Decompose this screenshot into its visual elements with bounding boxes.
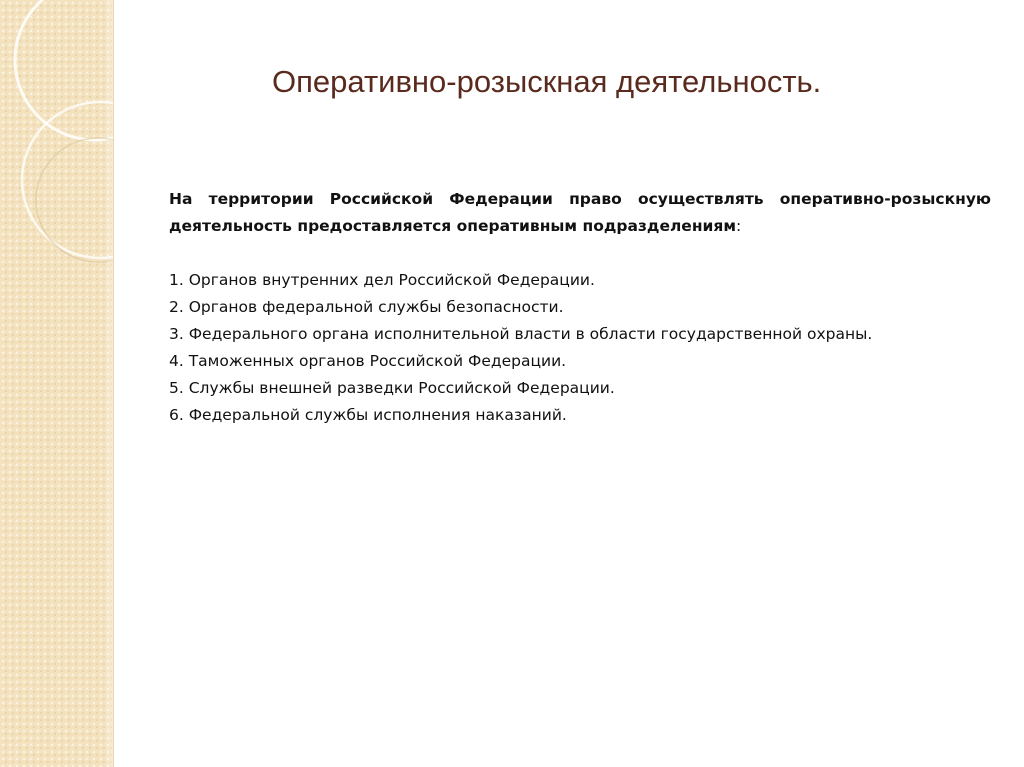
decorative-circles xyxy=(0,0,113,300)
list-item: 5. Службы внешней разведки Российской Федерации. xyxy=(169,379,615,397)
list-item: 3. Федерального органа исполнительной власти в области государственной охраны. xyxy=(169,325,873,343)
units-list xyxy=(169,267,991,429)
decorative-side-band xyxy=(0,0,114,767)
slide-title: Оперативно-розыскная деятельность. xyxy=(272,64,822,99)
intro-colon: : xyxy=(736,217,742,235)
slide-body xyxy=(169,186,991,429)
intro-text: На территории Российской Федерации право осуществлять оперативно-розыскную деятельность предоставляется оперативным подразделениям xyxy=(169,190,991,235)
list-item: 1. Органов внутренних дел Российской Федерации. xyxy=(169,271,595,289)
list-item: 6. Федеральной службы исполнения наказаний. xyxy=(169,406,567,424)
list-item: 2. Органов федеральной службы безопасности. xyxy=(169,298,564,316)
list-item: 4. Таможенных органов Российской Федерации. xyxy=(169,352,567,370)
intro-paragraph xyxy=(169,186,991,240)
